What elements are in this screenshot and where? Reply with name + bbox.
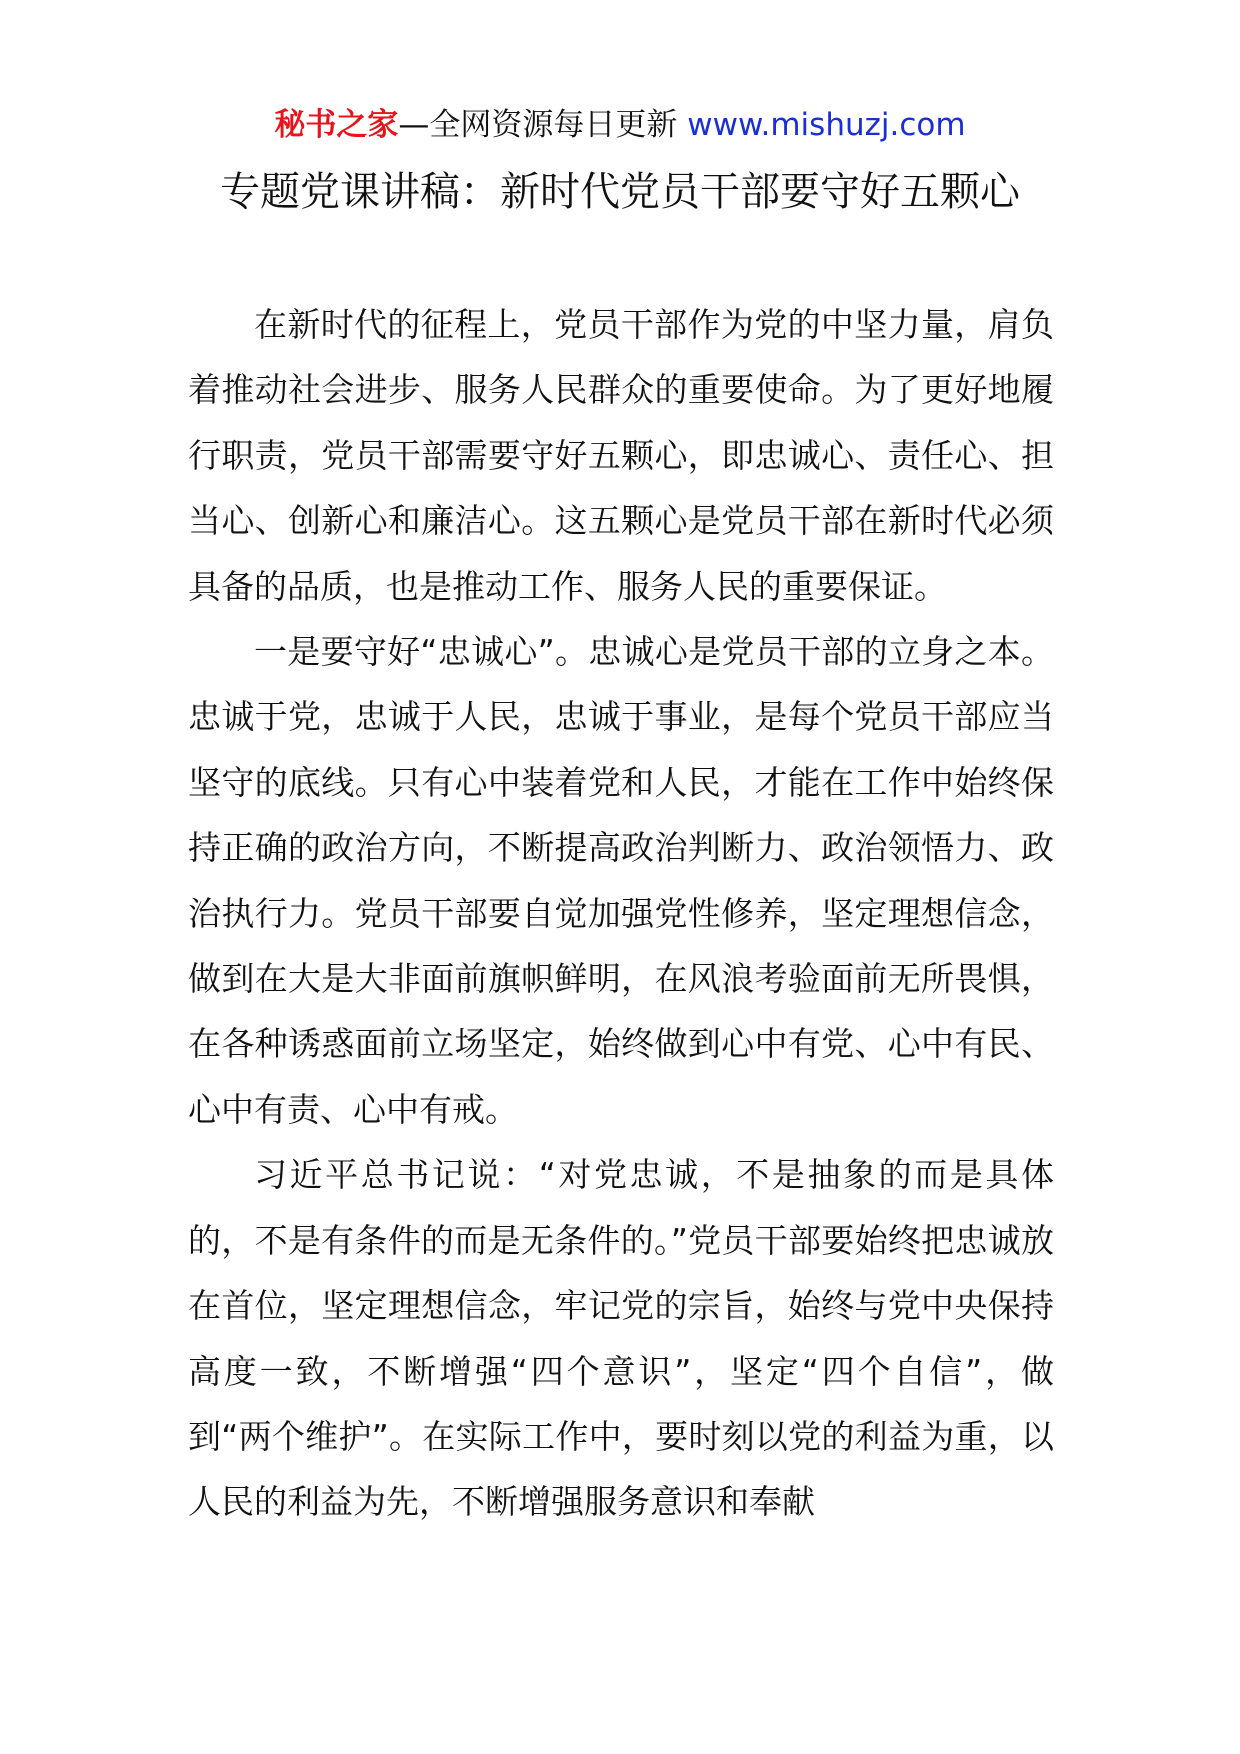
site-header — [0, 100, 1240, 150]
document-title: 专题党课讲稿：新时代党员干部要守好五颗心 — [220, 169, 1020, 215]
brand-name: 秘书之家 — [274, 107, 399, 143]
paragraph-quote: 习近平总书记说：“对党忠诚，不是抽象的而是具体的，不是有条件的而是无条件的。”党员干部要始终把忠诚放在首位，坚定理想信念，牢记党的宗旨，始终与党中央保持高度一致，不断增强“四个意识”，坚定“四个自信”，做到“两个维护”。在实际工作中，要时刻以党的利益为重，以人民的利益为先，不断增强服务意识和奉献 — [188, 1155, 1054, 1522]
paragraph-intro: 在新时代的征程上，党员干部作为党的中坚力量，肩负着推动社会进步、服务人民群众的重要使命。为了更好地履行职责，党员干部需要守好五颗心，即忠诚心、责任心、担当心、创新心和廉洁心。这五颗心是党员干部在新时代必须具备的品质，也是推动工作、服务人民的重要保证。 — [188, 305, 1054, 606]
site-url-link[interactable]: www.mishuzj.com — [687, 107, 966, 143]
document-body — [188, 292, 1054, 1535]
paragraph-loyalty: 一是要守好“忠诚心”。忠诚心是党员干部的立身之本。忠诚于党，忠诚于人民，忠诚于事业，是每个党员干部应当坚守的底线。只有心中装着党和人民，才能在工作中始终保持正确的政治方向，不断提高政治判断力、政治领悟力、政治执行力。党员干部要自觉加强党性修养，坚定理想信念，做到在大是大非面前旗帜鲜明，在风浪考验面前无所畏惧，在各种诱惑面前立场坚定，始终做到心中有党、心中有民、心中有责、心中有戒。 — [188, 632, 1054, 1129]
header-tagline: —全网资源每日更新 — [398, 107, 688, 143]
